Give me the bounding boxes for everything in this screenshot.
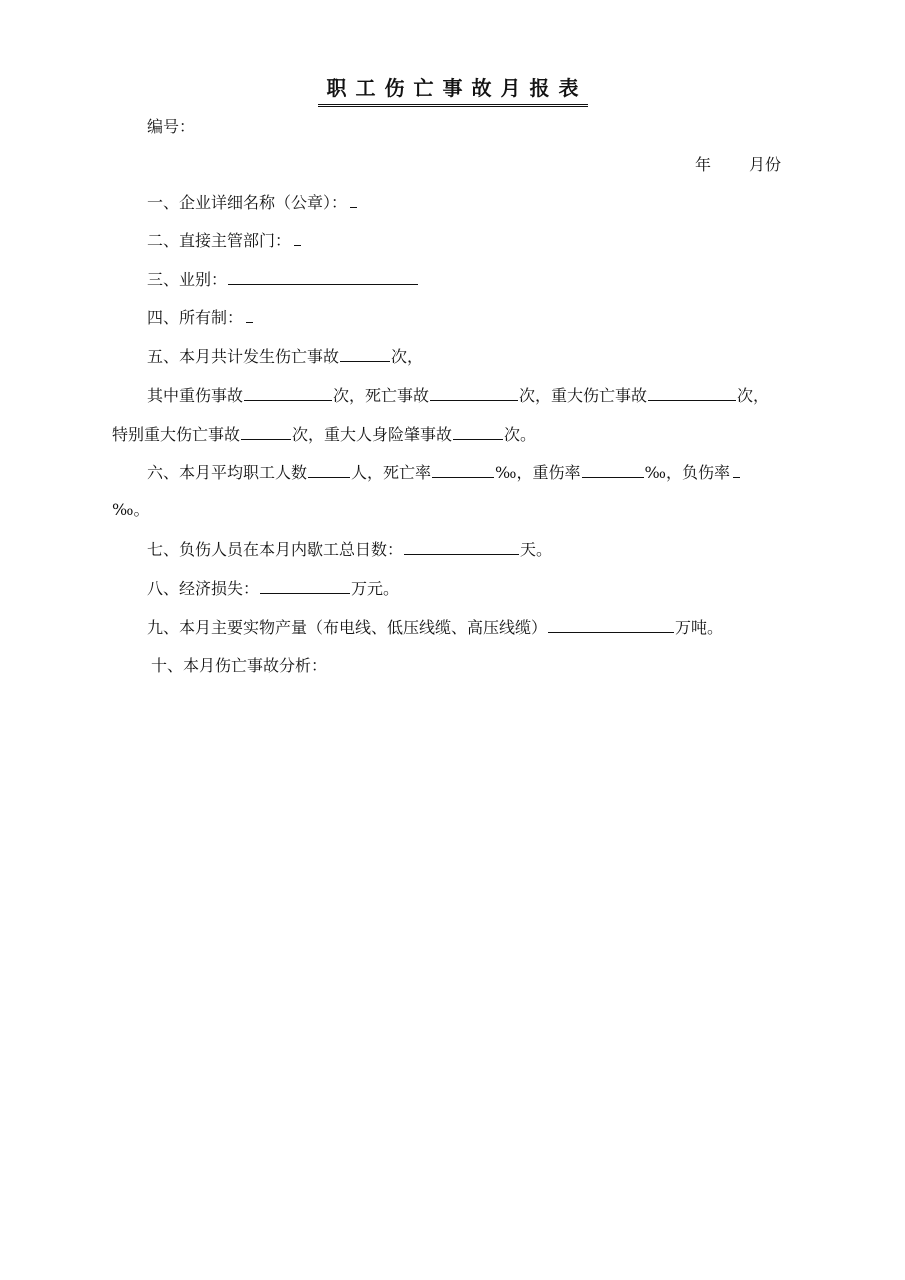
major-accident-label: 次，重大伤亡事故 <box>519 386 648 405</box>
title-area <box>0 72 905 107</box>
item-2-blank[interactable] <box>294 231 301 246</box>
production-label: 九、本月主要实物产量（布电线、低压线缆、高压线缆） <box>147 618 548 637</box>
death-accident-blank[interactable] <box>430 384 518 401</box>
near-miss-label: 次，重大人身险肇事故 <box>292 425 453 444</box>
item-6-rates <box>147 461 740 484</box>
avg-workers-label: 六、本月平均职工人数 <box>147 463 308 482</box>
item-4-label: 四、所有制： <box>147 308 244 327</box>
item-1-label: 一、企业详细名称（公章）： <box>147 193 348 212</box>
item-8-economic-loss <box>147 577 399 600</box>
item-3-label: 三、业别： <box>147 270 228 289</box>
item-2-department <box>147 230 301 252</box>
death-accident-label: 次，死亡事故 <box>333 386 430 405</box>
death-rate-label: 人，死亡率 <box>351 463 432 482</box>
report-date <box>695 154 781 176</box>
item-5-special <box>112 423 536 446</box>
near-miss-blank[interactable] <box>453 423 503 440</box>
production-blank[interactable] <box>548 616 674 633</box>
lost-days-blank[interactable] <box>404 538 519 555</box>
item-1-company-name <box>147 192 357 214</box>
major-accident-unit: 次， <box>737 386 770 405</box>
serial-number-label: 编号： <box>147 117 196 136</box>
death-rate-blank[interactable] <box>432 461 494 478</box>
injury-rate-label: ‰，负伤率 <box>644 463 730 482</box>
item-1-blank[interactable] <box>350 193 357 208</box>
extra-major-label: 特别重大伤亡事故 <box>112 425 241 444</box>
item-4-ownership <box>147 307 253 329</box>
item-5-total-accidents <box>147 345 423 368</box>
month-label: 月份 <box>749 155 782 174</box>
lost-days-unit: 天。 <box>520 540 553 559</box>
item-5-total-blank[interactable] <box>340 345 390 362</box>
extra-major-blank[interactable] <box>241 423 291 440</box>
report-title: 职工伤亡事故月报表 <box>318 72 588 107</box>
item-6-rate-unit: ‰。 <box>112 500 150 519</box>
avg-workers-blank[interactable] <box>308 461 350 478</box>
item-3-industry <box>147 268 419 291</box>
serious-injury-label: 其中重伤事故 <box>147 386 244 405</box>
item-4-blank[interactable] <box>246 308 253 323</box>
item-10-analysis: 十、本月伤亡事故分析： <box>151 656 328 675</box>
year-label: 年 <box>695 155 712 174</box>
item-2-label: 二、直接主管部门： <box>147 231 292 250</box>
item-3-blank[interactable] <box>228 268 418 285</box>
item-5-unit: 次， <box>391 347 424 366</box>
economic-loss-label: 八、经济损失： <box>147 579 260 598</box>
economic-loss-blank[interactable] <box>260 577 350 594</box>
economic-loss-unit: 万元。 <box>351 579 400 598</box>
production-unit: 万吨。 <box>675 618 724 637</box>
serious-injury-rate-blank[interactable] <box>582 461 644 478</box>
serious-injury-blank[interactable] <box>244 384 332 401</box>
near-miss-unit: 次。 <box>504 425 537 444</box>
item-5-breakdown <box>147 384 769 407</box>
lost-days-label: 七、负伤人员在本月内歇工总日数： <box>147 540 404 559</box>
injury-rate-blank[interactable] <box>733 463 740 478</box>
serious-injury-rate-label: ‰，重伤率 <box>495 463 581 482</box>
major-accident-blank[interactable] <box>648 384 736 401</box>
item-5-label: 五、本月共计发生伤亡事故 <box>147 347 340 366</box>
item-9-production <box>147 616 723 639</box>
item-7-lost-days <box>147 538 552 561</box>
